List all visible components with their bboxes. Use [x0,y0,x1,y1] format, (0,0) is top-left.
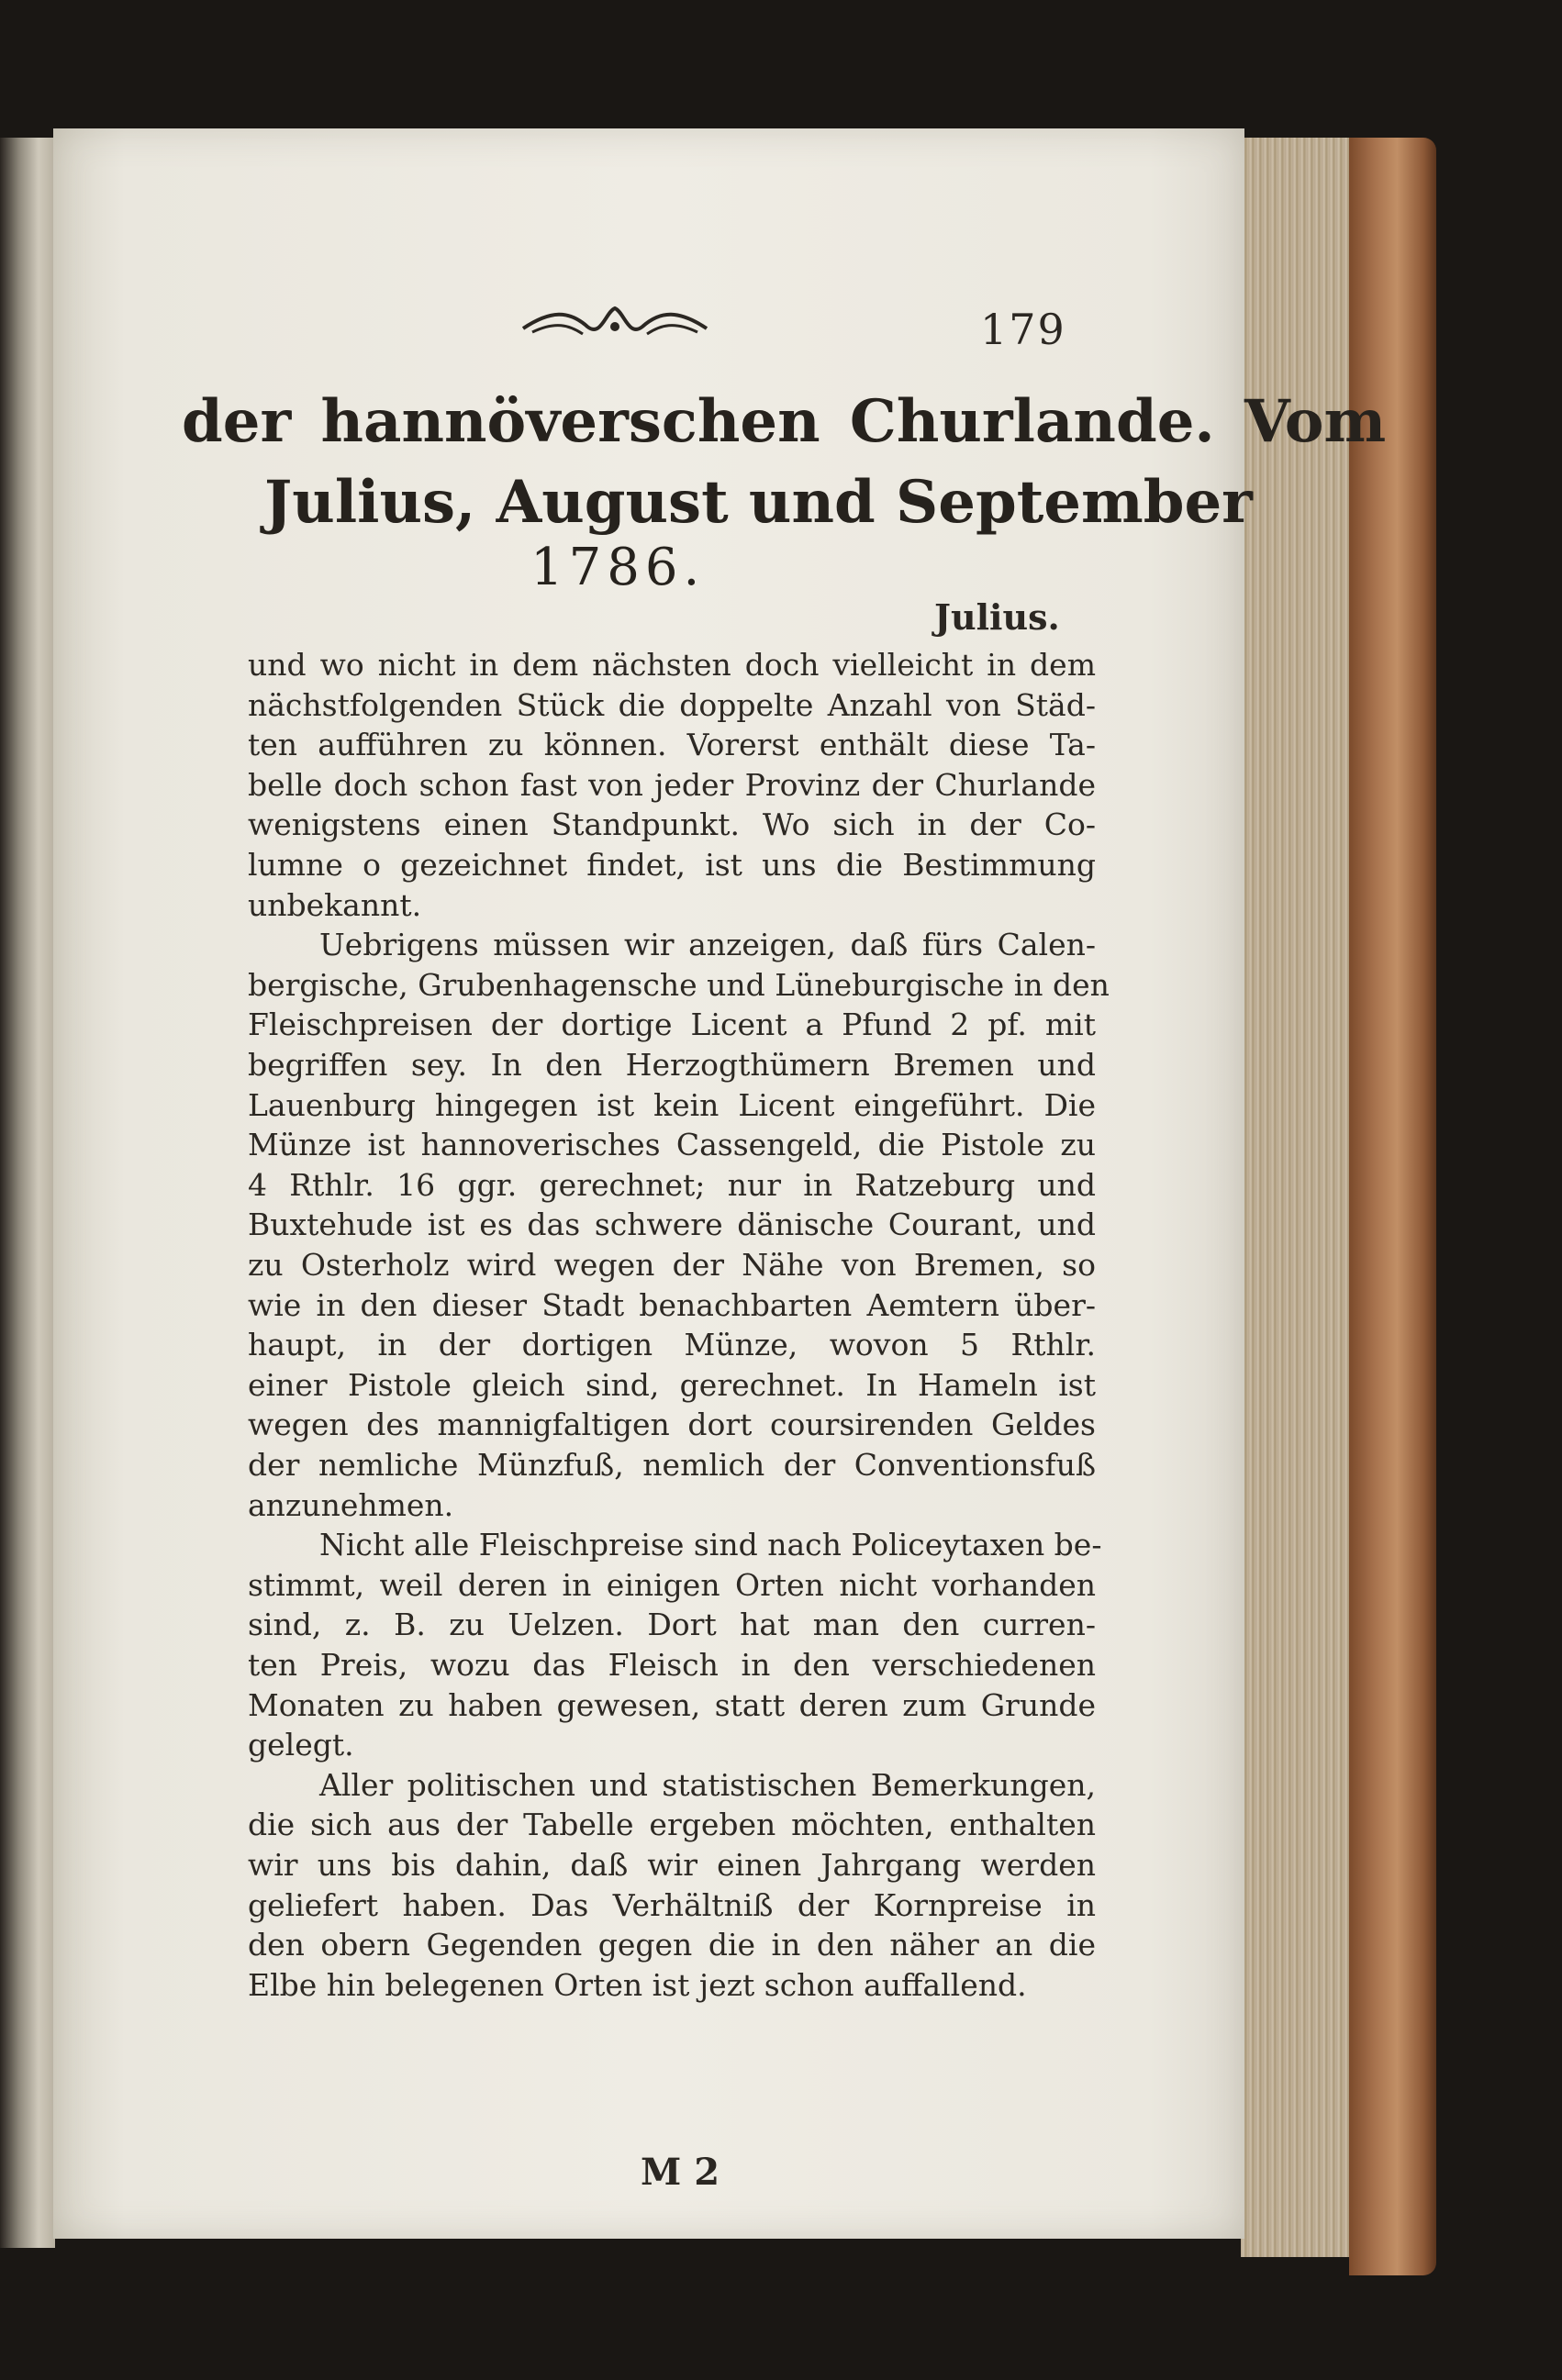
book-cover [1349,138,1436,2275]
catchword: M 2 [641,2151,720,2194]
text-line: nächstfolgenden Stück die doppelte Anzahl von Städ- [248,686,1096,723]
page-number: 179 [980,305,1066,354]
text-line: Monaten zu haben gewesen, statt deren zum Grunde [248,1686,1096,1723]
title-line-1: der hannöverschen Churlande. Vom [182,387,1387,456]
text-line: wir uns bis dahin, daß wir einen Jahrgang werden [248,1847,1096,1883]
title-line-2: Julius, August und September [264,468,1253,537]
text-line: ten Preis, wozu das Fleisch in den verschiedenen [248,1647,1096,1683]
text-line: sind, z. B. zu Uelzen. Dort hat man den curren- [248,1607,1096,1643]
text-line: einer Pistole gleich sind, gerechnet. In Hameln ist [248,1366,1096,1403]
book-page [53,128,1387,2239]
text-line: Münze ist hannoverisches Cassengeld, die Pistole zu [248,1127,1096,1163]
text-line: die sich aus der Tabelle ergeben möchten, enthalten [248,1807,1096,1843]
title-year: 1786. [530,538,706,597]
text-line: wegen des mannigfaltigen dort coursirenden Geldes [248,1407,1096,1443]
text-line: Lauenburg hingegen ist kein Licent eingeführt. Die [248,1086,1096,1123]
text-line: wenigstens einen Standpunkt. Wo sich in der Co- [248,806,1096,843]
text-line: und wo nicht in dem nächsten doch vielleicht in dem [248,647,1096,683]
text-line: geliefert haben. Das Verhältniß der Kornpreise in [248,1886,1096,1923]
text-line: wie in den dieser Stadt benachbarten Aemtern über- [248,1286,1096,1323]
left-page-edge [0,138,55,2248]
text-line: gelegt. [248,1727,354,1763]
text-line: zu Osterholz wird wegen der Nähe von Bremen, so [248,1247,1096,1283]
text-line: haupt, in der dortigen Münze, wovon 5 Rthlr. [248,1327,1096,1363]
text-line: ten aufführen zu können. Vorerst enthält diese Ta- [248,727,1096,763]
text-line: lumne o gezeichnet findet, ist uns die Bestimmung [248,847,1096,883]
text-line: Nicht alle Fleischpreise sind nach Policeytaxen be- [319,1527,1102,1563]
text-line: belle doch schon fast von jeder Provinz der Churlande [248,766,1096,803]
month-heading: Julius. [934,596,1060,638]
text-line: begriffen sey. In den Herzogthümern Bremen und [248,1047,1096,1083]
text-line: Uebrigens müssen wir anzeigen, daß fürs Calen- [319,927,1096,963]
text-line: anzunehmen. [248,1486,454,1523]
ornament-icon [514,301,716,347]
text-line: 4 Rthlr. 16 ggr. gerechnet; nur in Ratzeburg und [248,1166,1096,1203]
text-line: der nemliche Münzfuß, nemlich der Conventionsfuß [248,1447,1096,1483]
text-line: unbekannt. [248,886,422,923]
text-line: den obern Gegenden gegen die in den näher an die [248,1927,1096,1963]
text-line: Elbe hin belegenen Orten ist jezt schon auffallend. [248,1966,1027,2003]
text-line: stimmt, weil deren in einigen Orten nicht vorhanden [248,1566,1096,1603]
page-content [53,128,1387,2239]
text-line: Fleischpreisen der dortige Licent a Pfund 2 pf. mit [248,1006,1096,1043]
text-line: Aller politischen und statistischen Bemerkungen, [319,1766,1096,1803]
text-line: Buxtehude ist es das schwere dänische Courant, und [248,1207,1096,1243]
text-line: bergische, Grubenhagensche und Lüneburgische in den [248,966,1110,1003]
